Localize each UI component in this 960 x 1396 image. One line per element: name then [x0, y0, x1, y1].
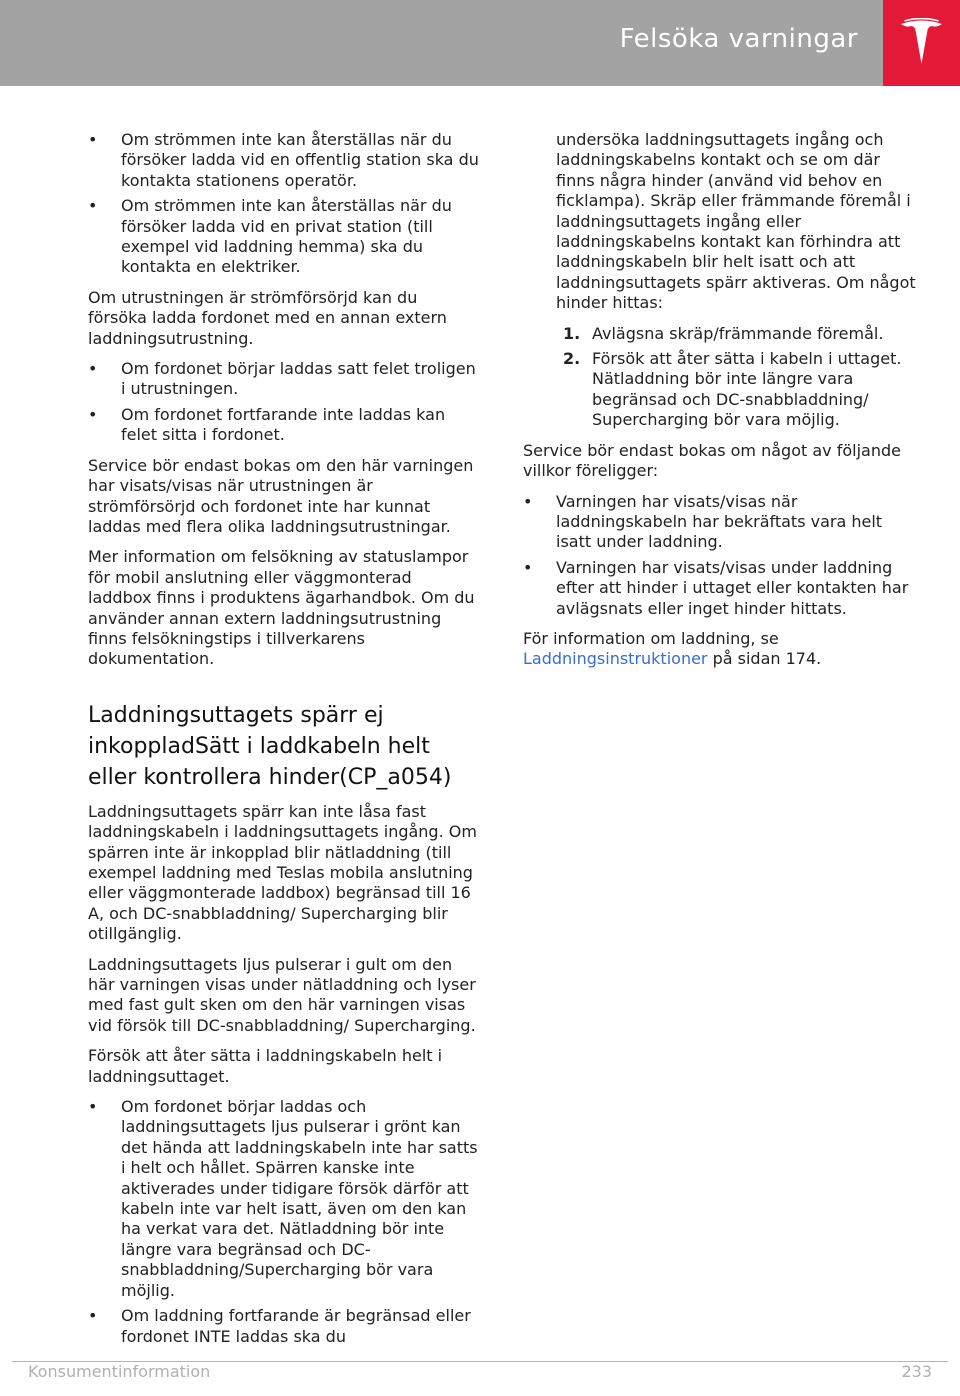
- paragraph: Service bör endast bokas om något av följande villkor föreligger:: [523, 440, 901, 481]
- step-number: 2.: [563, 349, 581, 369]
- paragraph: Om utrustningen är strömförsörjd kan du försöka ladda fordonet med en annan extern laddningsutrustning.: [88, 287, 447, 348]
- paragraph-prefix: För information om laddning, se: [523, 628, 779, 648]
- right-column: [523, 130, 918, 680]
- page-header: [0, 0, 960, 86]
- bullet-list: [523, 492, 918, 619]
- step-text: Avlägsna skräp/främmande föremål.: [592, 323, 884, 343]
- paragraph: Laddningsuttagets spärr kan inte låsa fast laddningskabeln i laddningsuttagets ingång. Om spärren inte är inkopplad blir nätladdning (till exempel laddning med Teslas mobila anslutning eller väggmonterade laddbox) begränsad till 16 A, och DC-snabbladdning/ Supercharging blir otillgänglig.: [88, 801, 477, 944]
- step-text: Försök att åter sätta i kabeln i uttaget. Nätladdning bör inte längre vara begränsad och DC-snabbladdning/ Supercharging bör vara möjlig.: [592, 349, 902, 430]
- list-item: • Varningen har visats/visas när laddningskabeln har bekräftats vara helt isatt under laddning.: [523, 492, 918, 553]
- left-column: [88, 130, 480, 1357]
- paragraph: Mer information om felsökning av statuslampor för mobil anslutning eller väggmonterad laddbox finns i produktens ägarhandbok. Om du använder annan extern laddningsutrustning finns felsökningstips i tillverkarens dokumentation.: [88, 547, 475, 669]
- charging-instructions-link[interactable]: Laddningsinstruktioner: [523, 649, 708, 669]
- page-title: Felsöka varningar: [619, 24, 858, 54]
- list-item: • Varningen har visats/visas under laddning efter att hinder i uttaget eller kontakten har avlägsnats eller inget hinder hittats.: [523, 558, 918, 619]
- brand-logo: [883, 0, 960, 86]
- footer-section-label: Konsumentinformation: [28, 1362, 211, 1381]
- list-item: • Om laddning fortfarande är begränsad eller fordonet INTE laddas ska du: [88, 1306, 480, 1347]
- page-number: 233: [901, 1362, 932, 1381]
- numbered-steps: [523, 324, 918, 431]
- list-item: • Om fordonet börjar laddas och laddningsuttagets ljus pulserar i grönt kan det hända att laddningskabeln inte har satts i helt och hållet. Spärren kanske inte aktiverades under tidigare försök därför att kabeln inte var helt isatt, även om den kan ha verkat vara det. Nätladdning bör inte längre vara begränsad och DC-snabbladdning/Supercharging bör vara möjlig.: [88, 1097, 480, 1301]
- paragraph: Försök att åter sätta i laddningskabeln helt i laddningsuttaget.: [88, 1046, 443, 1086]
- bullet-continuation: [523, 130, 918, 314]
- bullet-list: [88, 1097, 480, 1347]
- step-item: [523, 324, 918, 344]
- list-item: • Om fordonet börjar laddas satt felet troligen i utrustningen.: [88, 359, 480, 400]
- list-item: • Om strömmen inte kan återställas när du försöker ladda vid en offentlig station ska du kontakta stationens operatör.: [88, 130, 480, 191]
- tesla-logo-icon: [899, 18, 944, 66]
- list-item: • Om fordonet fortfarande inte laddas kan felet sitta i fordonet.: [88, 405, 480, 446]
- paragraph: [523, 629, 918, 670]
- step-number: 1.: [563, 323, 581, 343]
- section-heading: Laddningsuttagets spärr ej inkoppladSätt i laddkabeln helt eller kontrollera hinder(CP_a054): [88, 702, 452, 790]
- continuation-text: undersöka laddningsuttagets ingång och laddningskabelns kontakt och se om där finns några hinder (använd vid behov en ficklampa). Skräp eller främmande föremål i laddningsuttagets ingång eller laddningskabelns kontakt kan förhindra att laddningskabeln blir helt isatt och att laddningsuttagets spärr aktiveras. Om något hinder hittas:: [556, 130, 916, 313]
- paragraph: Service bör endast bokas om den här varningen har visats/visas när utrustningen är strömförsörjd och fordonet inte har kunnat laddas med flera olika laddningsutrustningar.: [88, 455, 474, 536]
- bullet-list: [88, 359, 480, 446]
- list-item: • Om strömmen inte kan återställas när du försöker ladda vid en privat station (till exempel vid laddning hemma) ska du kontakta en elektriker.: [88, 196, 480, 278]
- paragraph-suffix: på sidan 174.: [712, 649, 822, 669]
- paragraph: Laddningsuttagets ljus pulserar i gult om den här varningen visas under nätladdning och lyser med fast gult sken om den här varningen visas vid försök till DC-snabbladdning/ Supercharging.: [88, 954, 476, 1035]
- bullet-list: [88, 130, 480, 278]
- step-item: [523, 349, 918, 431]
